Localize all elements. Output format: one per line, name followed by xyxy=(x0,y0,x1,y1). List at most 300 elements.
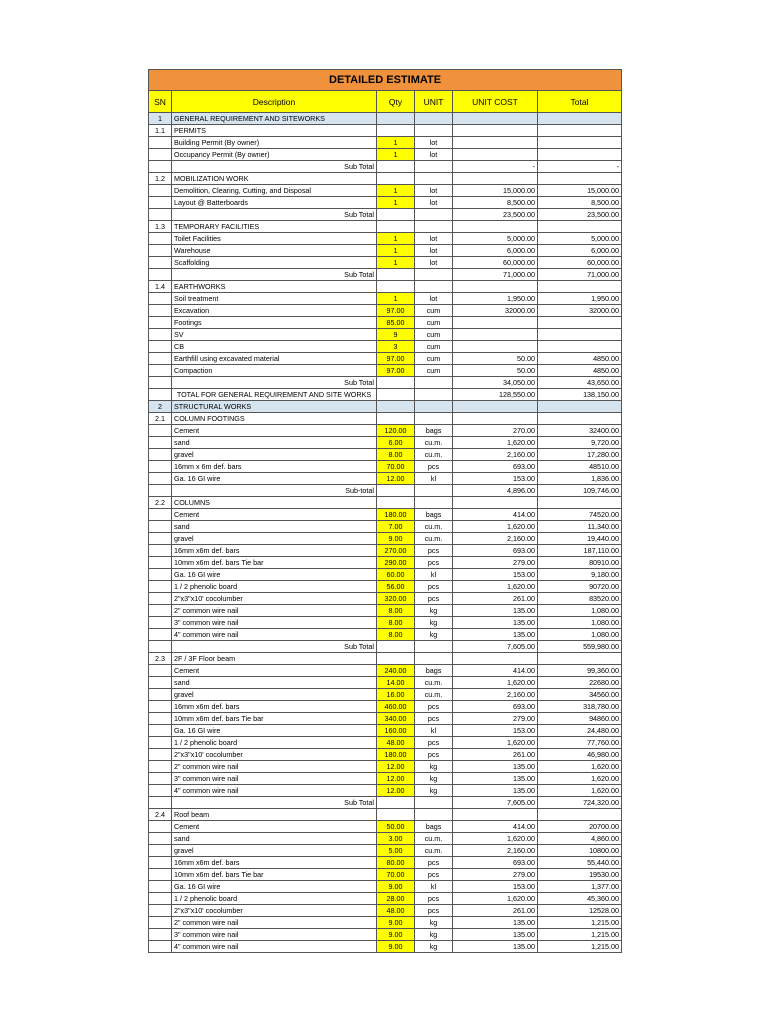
cell-sn xyxy=(149,641,172,653)
cell-qty: 8.00 xyxy=(377,449,415,461)
subtotal-row xyxy=(149,209,622,221)
table-row xyxy=(149,461,622,473)
cell-description: Sub Total xyxy=(172,797,377,809)
cell-total: 9,720.00 xyxy=(538,437,622,449)
cell-qty xyxy=(377,281,415,293)
cell-sn xyxy=(149,845,172,857)
cell-sn xyxy=(149,701,172,713)
header-sn: SN xyxy=(149,91,172,113)
cell-sn xyxy=(149,941,172,953)
cell-sn xyxy=(149,209,172,221)
cell-total xyxy=(538,497,622,509)
table-row xyxy=(149,257,622,269)
subtotal-row xyxy=(149,377,622,389)
cell-sn xyxy=(149,425,172,437)
cell-total: 19530.00 xyxy=(538,869,622,881)
cell-qty: 56.00 xyxy=(377,581,415,593)
cell-description: PERMITS xyxy=(172,125,377,137)
cell-qty: 1 xyxy=(377,245,415,257)
table-row xyxy=(149,449,622,461)
cell-description: 2"x3"x10' cocolumber xyxy=(172,593,377,605)
cell-total: 187,110.00 xyxy=(538,545,622,557)
cell-description: gravel xyxy=(172,533,377,545)
cell-total: 23,500.00 xyxy=(538,209,622,221)
cell-sn xyxy=(149,461,172,473)
cell-unit-cost xyxy=(453,653,538,665)
cell-sn xyxy=(149,665,172,677)
cell-qty: 270.00 xyxy=(377,545,415,557)
cell-qty: 97.00 xyxy=(377,365,415,377)
cell-qty: 60.00 xyxy=(377,569,415,581)
cell-unit: pcs xyxy=(415,749,453,761)
cell-total: 1,215.00 xyxy=(538,917,622,929)
cell-description: TOTAL FOR GENERAL REQUIREMENT AND SITE WORKS xyxy=(172,389,377,401)
cell-sn xyxy=(149,677,172,689)
table-row xyxy=(149,845,622,857)
cell-unit: pcs xyxy=(415,857,453,869)
cell-total: 77,760.00 xyxy=(538,737,622,749)
cell-description: Excavation xyxy=(172,305,377,317)
cell-unit xyxy=(415,377,453,389)
cell-unit-cost: 279.00 xyxy=(453,869,538,881)
cell-total xyxy=(538,413,622,425)
table-row xyxy=(149,857,622,869)
cell-total xyxy=(538,125,622,137)
cell-total: 34560.00 xyxy=(538,689,622,701)
cell-unit xyxy=(415,209,453,221)
cell-qty: 8.00 xyxy=(377,605,415,617)
cell-description: TEMPORARY FACILITIES xyxy=(172,221,377,233)
cell-description: Demolition, Clearing, Cutting, and Disposal xyxy=(172,185,377,197)
cell-unit xyxy=(415,389,453,401)
cell-qty: 1 xyxy=(377,197,415,209)
cell-description: 4" common wire nail xyxy=(172,629,377,641)
cell-qty: 9.00 xyxy=(377,917,415,929)
cell-unit-cost xyxy=(453,221,538,233)
cell-sn xyxy=(149,137,172,149)
subtotal-row xyxy=(149,797,622,809)
cell-description: gravel xyxy=(172,845,377,857)
cell-qty: 48.00 xyxy=(377,737,415,749)
cell-description: 2F / 3F Floor beam xyxy=(172,653,377,665)
cell-description: 2" common wire nail xyxy=(172,761,377,773)
cell-unit: kg xyxy=(415,761,453,773)
cell-unit xyxy=(415,809,453,821)
cell-sn xyxy=(149,509,172,521)
cell-unit-cost: 2,160.00 xyxy=(453,449,538,461)
cell-unit-cost: 261.00 xyxy=(453,593,538,605)
cell-unit-cost: 6,000.00 xyxy=(453,245,538,257)
group-row xyxy=(149,809,622,821)
table-row xyxy=(149,893,622,905)
cell-description: Occupancy Permit (By owner) xyxy=(172,149,377,161)
cell-unit-cost: 135.00 xyxy=(453,761,538,773)
cell-sn: 1.1 xyxy=(149,125,172,137)
cell-sn xyxy=(149,245,172,257)
cell-unit-cost: 1,620.00 xyxy=(453,581,538,593)
cell-description: Scaffolding xyxy=(172,257,377,269)
cell-description: Ga. 16 GI wire xyxy=(172,881,377,893)
cell-description: 16mm x 6m def. bars xyxy=(172,461,377,473)
table-row xyxy=(149,545,622,557)
cell-qty xyxy=(377,413,415,425)
cell-sn: 1.2 xyxy=(149,173,172,185)
cell-description: MOBILIZATION WORK xyxy=(172,173,377,185)
cell-qty xyxy=(377,485,415,497)
cell-sn xyxy=(149,233,172,245)
cell-unit xyxy=(415,497,453,509)
cell-description: Ga. 16 GI wire xyxy=(172,725,377,737)
cell-unit: bags xyxy=(415,509,453,521)
cell-unit-cost: 414.00 xyxy=(453,665,538,677)
cell-sn: 1.4 xyxy=(149,281,172,293)
cell-description: 4" common wire nail xyxy=(172,941,377,953)
cell-unit: kl xyxy=(415,569,453,581)
cell-unit: cu.m. xyxy=(415,533,453,545)
cell-unit: lot xyxy=(415,233,453,245)
cell-description: CB xyxy=(172,341,377,353)
cell-total: 10800.00 xyxy=(538,845,622,857)
cell-total: 1,215.00 xyxy=(538,929,622,941)
cell-sn xyxy=(149,365,172,377)
cell-sn xyxy=(149,773,172,785)
cell-unit-cost: 32000.00 xyxy=(453,305,538,317)
cell-unit: kg xyxy=(415,917,453,929)
cell-qty: 97.00 xyxy=(377,305,415,317)
header-unit-cost: UNIT COST xyxy=(453,91,538,113)
cell-qty: 3.00 xyxy=(377,833,415,845)
cell-total: 90720.00 xyxy=(538,581,622,593)
cell-unit-cost: 15,000.00 xyxy=(453,185,538,197)
cell-sn xyxy=(149,893,172,905)
cell-sn xyxy=(149,449,172,461)
table-row xyxy=(149,365,622,377)
cell-total: 1,377.00 xyxy=(538,881,622,893)
table-row xyxy=(149,437,622,449)
cell-sn xyxy=(149,917,172,929)
cell-total xyxy=(538,113,622,125)
cell-unit-cost: 7,605.00 xyxy=(453,641,538,653)
cell-unit xyxy=(415,413,453,425)
cell-description: gravel xyxy=(172,689,377,701)
cell-unit-cost: 60,000.00 xyxy=(453,257,538,269)
cell-unit-cost: 693.00 xyxy=(453,701,538,713)
cell-unit: pcs xyxy=(415,713,453,725)
cell-unit: lot xyxy=(415,257,453,269)
cell-unit: kg xyxy=(415,605,453,617)
cell-qty: 9 xyxy=(377,329,415,341)
cell-description: 1 / 2 phenolic board xyxy=(172,893,377,905)
cell-total: 20700.00 xyxy=(538,821,622,833)
cell-description: Ga. 16 GI wire xyxy=(172,473,377,485)
cell-unit: lot xyxy=(415,185,453,197)
cell-unit-cost xyxy=(453,341,538,353)
cell-sn xyxy=(149,881,172,893)
cell-unit xyxy=(415,269,453,281)
cell-total: 1,215.00 xyxy=(538,941,622,953)
table-row xyxy=(149,833,622,845)
cell-unit xyxy=(415,641,453,653)
cell-unit-cost: 414.00 xyxy=(453,821,538,833)
cell-qty: 9.00 xyxy=(377,881,415,893)
cell-qty: 1 xyxy=(377,185,415,197)
table-row xyxy=(149,725,622,737)
cell-total xyxy=(538,149,622,161)
cell-unit-cost: 8,500.00 xyxy=(453,197,538,209)
cell-unit: lot xyxy=(415,197,453,209)
cell-unit-cost: - xyxy=(453,161,538,173)
cell-unit-cost: 1,950.00 xyxy=(453,293,538,305)
table-row xyxy=(149,701,622,713)
cell-unit-cost xyxy=(453,281,538,293)
cell-unit-cost: 153.00 xyxy=(453,569,538,581)
cell-unit-cost: 34,050.00 xyxy=(453,377,538,389)
cell-unit-cost: 261.00 xyxy=(453,749,538,761)
cell-total: 71,000.00 xyxy=(538,269,622,281)
cell-unit-cost xyxy=(453,173,538,185)
cell-unit: pcs xyxy=(415,869,453,881)
cell-qty xyxy=(377,161,415,173)
table-row xyxy=(149,185,622,197)
cell-unit-cost: 4,896.00 xyxy=(453,485,538,497)
subtotal-row xyxy=(149,485,622,497)
cell-description: Compaction xyxy=(172,365,377,377)
cell-sn xyxy=(149,713,172,725)
cell-description: Warehouse xyxy=(172,245,377,257)
subtotal-row xyxy=(149,641,622,653)
cell-sn xyxy=(149,329,172,341)
cell-sn xyxy=(149,905,172,917)
cell-total: 1,620.00 xyxy=(538,773,622,785)
table-row xyxy=(149,521,622,533)
cell-sn: 2.4 xyxy=(149,809,172,821)
cell-unit-cost: 23,500.00 xyxy=(453,209,538,221)
table-row xyxy=(149,713,622,725)
cell-unit: lot xyxy=(415,137,453,149)
cell-description: Cement xyxy=(172,821,377,833)
table-row xyxy=(149,509,622,521)
cell-qty: 180.00 xyxy=(377,749,415,761)
cell-description: 3" common wire nail xyxy=(172,617,377,629)
header-row xyxy=(149,91,622,113)
cell-unit: lot xyxy=(415,293,453,305)
cell-total xyxy=(538,653,622,665)
cell-sn xyxy=(149,797,172,809)
cell-description: Sub Total xyxy=(172,209,377,221)
cell-total: 4,860.00 xyxy=(538,833,622,845)
cell-total xyxy=(538,329,622,341)
cell-qty: 8.00 xyxy=(377,617,415,629)
cell-unit: pcs xyxy=(415,581,453,593)
cell-total: 32000.00 xyxy=(538,305,622,317)
cell-unit-cost: 135.00 xyxy=(453,941,538,953)
cell-sn xyxy=(149,317,172,329)
cell-total: 4850.00 xyxy=(538,365,622,377)
cell-unit-cost: 7,605.00 xyxy=(453,797,538,809)
cell-description: SV xyxy=(172,329,377,341)
group-row xyxy=(149,497,622,509)
cell-unit: bags xyxy=(415,821,453,833)
section-row xyxy=(149,113,622,125)
cell-sn: 2.2 xyxy=(149,497,172,509)
cell-qty: 80.00 xyxy=(377,857,415,869)
cell-description: 1 / 2 phenolic board xyxy=(172,737,377,749)
cell-total xyxy=(538,317,622,329)
cell-sn: 2.3 xyxy=(149,653,172,665)
cell-unit: lot xyxy=(415,245,453,257)
cell-total: 43,650.00 xyxy=(538,377,622,389)
cell-qty: 9.00 xyxy=(377,941,415,953)
cell-description: 10mm x6m def. bars Tie bar xyxy=(172,713,377,725)
cell-unit xyxy=(415,173,453,185)
cell-sn xyxy=(149,341,172,353)
cell-sn xyxy=(149,689,172,701)
cell-qty: 50.00 xyxy=(377,821,415,833)
cell-qty: 12.00 xyxy=(377,761,415,773)
table-row xyxy=(149,869,622,881)
cell-qty: 9.00 xyxy=(377,929,415,941)
cell-unit-cost: 135.00 xyxy=(453,929,538,941)
cell-qty: 1 xyxy=(377,257,415,269)
cell-sn xyxy=(149,929,172,941)
cell-total: 11,340.00 xyxy=(538,521,622,533)
cell-unit xyxy=(415,161,453,173)
cell-sn xyxy=(149,269,172,281)
cell-total: 83520.00 xyxy=(538,593,622,605)
cell-unit-cost: 1,620.00 xyxy=(453,737,538,749)
cell-unit: kg xyxy=(415,773,453,785)
cell-unit xyxy=(415,401,453,413)
cell-unit-cost: 135.00 xyxy=(453,785,538,797)
table-row xyxy=(149,581,622,593)
cell-total xyxy=(538,401,622,413)
table-row xyxy=(149,749,622,761)
cell-unit: cu.m. xyxy=(415,449,453,461)
cell-total: 1,836.00 xyxy=(538,473,622,485)
cell-description: Earthfill using excavated material xyxy=(172,353,377,365)
cell-total: 559,980.00 xyxy=(538,641,622,653)
cell-qty: 9.00 xyxy=(377,533,415,545)
cell-sn xyxy=(149,485,172,497)
cell-qty xyxy=(377,377,415,389)
table-row xyxy=(149,293,622,305)
cell-sn xyxy=(149,725,172,737)
cell-unit: cu.m. xyxy=(415,677,453,689)
group-row xyxy=(149,653,622,665)
cell-total: 5,000.00 xyxy=(538,233,622,245)
cell-description: STRUCTURAL WORKS xyxy=(172,401,377,413)
cell-total xyxy=(538,221,622,233)
cell-description: sand xyxy=(172,437,377,449)
table-row xyxy=(149,761,622,773)
cell-qty: 8.00 xyxy=(377,629,415,641)
cell-unit-cost: 414.00 xyxy=(453,509,538,521)
cell-sn xyxy=(149,533,172,545)
cell-unit-cost: 693.00 xyxy=(453,545,538,557)
cell-sn: 2.1 xyxy=(149,413,172,425)
cell-qty: 1 xyxy=(377,137,415,149)
header-description: Description xyxy=(172,91,377,113)
cell-total: 45,360.00 xyxy=(538,893,622,905)
cell-unit: cu.m. xyxy=(415,845,453,857)
cell-qty: 290.00 xyxy=(377,557,415,569)
cell-unit-cost: 2,160.00 xyxy=(453,533,538,545)
cell-sn xyxy=(149,593,172,605)
cell-unit-cost: 5,000.00 xyxy=(453,233,538,245)
cell-sn xyxy=(149,545,172,557)
cell-unit: cu.m. xyxy=(415,833,453,845)
cell-description: Sub-total xyxy=(172,485,377,497)
group-row xyxy=(149,413,622,425)
cell-description: Footings xyxy=(172,317,377,329)
cell-description: GENERAL REQUIREMENT AND SITEWORKS xyxy=(172,113,377,125)
cell-total: 74520.00 xyxy=(538,509,622,521)
cell-sn xyxy=(149,857,172,869)
subtotal-row xyxy=(149,161,622,173)
cell-qty: 1 xyxy=(377,293,415,305)
cell-total: 19,440.00 xyxy=(538,533,622,545)
cell-sn xyxy=(149,305,172,317)
cell-qty: 180.00 xyxy=(377,509,415,521)
table-row xyxy=(149,473,622,485)
cell-unit: cu.m. xyxy=(415,437,453,449)
cell-description: EARTHWORKS xyxy=(172,281,377,293)
cell-unit: pcs xyxy=(415,893,453,905)
cell-qty xyxy=(377,113,415,125)
cell-total: 55,440.00 xyxy=(538,857,622,869)
cell-unit-cost: 261.00 xyxy=(453,905,538,917)
cell-description: 2"x3"x10' cocolumber xyxy=(172,749,377,761)
cell-unit xyxy=(415,113,453,125)
table-row xyxy=(149,821,622,833)
cell-total xyxy=(538,809,622,821)
cell-qty: 6.00 xyxy=(377,437,415,449)
cell-qty xyxy=(377,653,415,665)
cell-sn xyxy=(149,557,172,569)
cell-sn xyxy=(149,785,172,797)
group-row xyxy=(149,221,622,233)
group-row xyxy=(149,281,622,293)
cell-qty: 340.00 xyxy=(377,713,415,725)
table-row xyxy=(149,569,622,581)
cell-sn: 1.3 xyxy=(149,221,172,233)
cell-total: 1,080.00 xyxy=(538,617,622,629)
cell-sn xyxy=(149,389,172,401)
cell-qty: 7.00 xyxy=(377,521,415,533)
cell-qty: 12.00 xyxy=(377,473,415,485)
cell-unit: pcs xyxy=(415,593,453,605)
cell-unit: cum xyxy=(415,353,453,365)
cell-unit: kg xyxy=(415,941,453,953)
cell-total: 1,080.00 xyxy=(538,629,622,641)
cell-total: 32400.00 xyxy=(538,425,622,437)
cell-total: 12528.00 xyxy=(538,905,622,917)
cell-description: sand xyxy=(172,677,377,689)
cell-description: Cement xyxy=(172,425,377,437)
cell-unit: pcs xyxy=(415,905,453,917)
header-qty: Qty xyxy=(377,91,415,113)
table-row xyxy=(149,137,622,149)
cell-qty: 12.00 xyxy=(377,785,415,797)
cell-qty xyxy=(377,221,415,233)
cell-unit-cost: 1,620.00 xyxy=(453,833,538,845)
cell-unit: cum xyxy=(415,365,453,377)
cell-unit-cost: 270.00 xyxy=(453,425,538,437)
cell-unit-cost: 1,620.00 xyxy=(453,521,538,533)
cell-total: 1,620.00 xyxy=(538,785,622,797)
table-row xyxy=(149,245,622,257)
cell-unit-cost: 1,620.00 xyxy=(453,893,538,905)
